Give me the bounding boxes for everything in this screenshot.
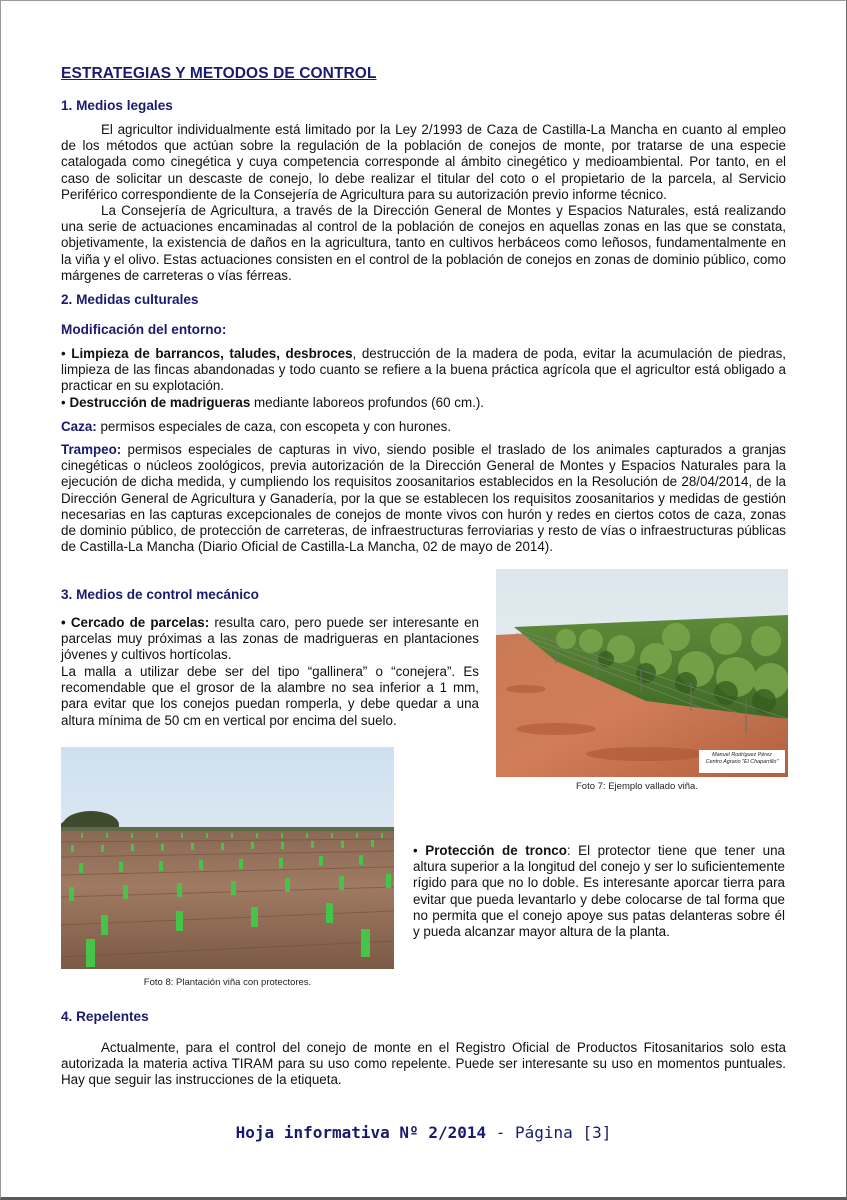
bullet-madrigueras-text: mediante laboreos profundos (60 cm.). [250, 395, 484, 410]
photo8-caption: Foto 8: Plantación viña con protectores. [143, 977, 312, 988]
bullet-limpieza-bold: Limpieza de barrancos, taludes, desbroces [71, 346, 353, 361]
trampeo-text: permisos especiales de capturas in vivo, siendo posible el traslado de los animales capturados a granjas cinegéticas o núcleos zoológicos, previa autorización de la Dirección General de Montes y Espacios Naturales para la ejecución de dicha medida, y cumpliendo los requisitos zoosanitarios establecidos en la Resolución de 28/04/2014, de la Dirección General de Agricultura y Ganadería, por la que se establecen los requisitos zoosanitarios y medidas de gestión necesarias en las capturas excepcionales de conejos de monte vivos con hurón y redes en ciertos cotos de caza, zonas de dominio público, de protección de carreteras, de infraestructuras ferroviarias y resto de vías o infraestructuras públicas de Castilla-La Mancha (Diario Oficial de Castilla-La Mancha, 02 de mayo de 2014). [61, 442, 786, 555]
paragraph-tronco [413, 843, 785, 940]
caza-label: Caza: [61, 419, 97, 434]
tronco-bold: Protección de tronco [425, 843, 567, 858]
photo-plantacion-graphic [61, 747, 394, 969]
paragraph-trampeo [61, 442, 786, 555]
paragraph-repelentes: Actualmente, para el control del conejo de monte en el Registro Oficial de Productos Fitosanitarios solo esta autorizada la materia activa TIRAM para su uso como repelente. Puede ser interesante su uso en momentos puntuales. Hay que seguir las instrucciones de la etiqueta. [61, 1040, 786, 1088]
photo-watermark-centre: Centro Agrario "El Chaparrillo" [705, 759, 779, 765]
tronco-text: : El protector tiene que tener una altura superior a la longitud del conejo y ser lo suficientemente rígido para que no lo doble. Es interesante aporcar tierra para evitar que pueda levantarlo y debe colocarse de tal forma que no permita que el conejo apoye sus patas delanteras sobre él y pueda alcanzar mayor altura de la planta. [413, 843, 785, 940]
photo-vallado-vina [496, 569, 788, 777]
bullet-glyph: • [61, 346, 66, 361]
section-heading-cultural: 2. Medidas culturales [61, 292, 199, 307]
footer-bulletin: Hoja informativa Nº 2/2014 [235, 1123, 487, 1142]
bullet-madrigueras-bold: Destrucción de madrigueras [69, 395, 251, 410]
page-footer [0, 1123, 847, 1142]
bullet-limpieza-text: , destrucción de la madera de poda, evitar la acumulación de piedras, limpieza de las fincas abandonadas y todo cuanto se refiere a la buena práctica agrícola que el agricultor está obligado a practicar en su explotación. [61, 346, 786, 394]
section-heading-repelentes: 4. Repelentes [61, 1009, 149, 1024]
photo-plantacion-protectores [61, 747, 394, 969]
caza-text: permisos especiales de caza, con escopeta y con hurones. [96, 419, 452, 434]
cercado-text: resulta caro, pero puede ser interesante en parcelas muy próximas a las zonas de madrigueras en plantaciones jóvenes y cultivos hortícolas. [61, 615, 479, 663]
bullet-glyph: • [61, 615, 66, 630]
section-heading-mecanico: 3. Medios de control mecánico [61, 587, 259, 602]
subheading-entorno: Modificación del entorno: [61, 322, 227, 337]
paragraph-cercado [61, 615, 479, 664]
bullet-limpieza [61, 346, 786, 395]
section-heading-legal: 1. Medios legales [61, 98, 173, 113]
bullet-madrigueras [61, 395, 786, 411]
bullet-glyph: • [61, 395, 66, 410]
trampeo-label: Trampeo: [61, 442, 122, 457]
paragraph-malla: La malla a utilizar debe ser del tipo “gallinera” o “conejera”. Es recomendable que el grosor de la alambre no sea inferior a 1 mm, para evitar que los conejos puedan romperla, y debe quedar a una altura mínima de 50 cm en vertical por encima del suelo. [61, 664, 479, 728]
photo-watermark-author: Manuel Rodríguez Pérez [712, 752, 772, 758]
paragraph-legal-1: El agricultor individualmente está limitado por la Ley 2/1993 de Caza de Castilla-La Mancha en cuanto al empleo de los métodos que actúan sobre la regulación de la población de conejos de monte, por tratarse de una especie catalogada como cinegética y cuya competencia corresponde al ámbito cinegético y medioambiental. Por tanto, en el caso de solicitar un descaste de conejo, lo debe realizar el titular del coto o el propietario de la parcela, al Servicio Periférico correspondiente de la Consejería de Agricultura para su autorización previo informe técnico. [61, 122, 786, 202]
footer-page: - Página [3] [486, 1123, 612, 1142]
paragraph-caza [61, 419, 786, 435]
cercado-bold: Cercado de parcelas: [70, 615, 210, 630]
photo-vallado-graphic [496, 569, 788, 777]
photo7-caption: Foto 7: Ejemplo vallado viña. [576, 781, 698, 792]
page-title: ESTRATEGIAS Y METODOS DE CONTROL [61, 65, 377, 82]
paragraph-legal-2: La Consejería de Agricultura, a través de la Dirección General de Montes y Espacios Naturales, está realizando una serie de actuaciones encaminadas al control de la población de conejos en aquellas zonas en las que se constata, objetivamente, la existencia de daños en la agricultura, tanto en cultivos herbáceos como leñosos, fundamentalmente en la viña y el olivo. Estas actuaciones consisten en el control de la población de conejos en zonas de dominio público, como márgenes de carreteras o vías férreas. [61, 203, 786, 283]
bullet-glyph: • [413, 843, 418, 858]
